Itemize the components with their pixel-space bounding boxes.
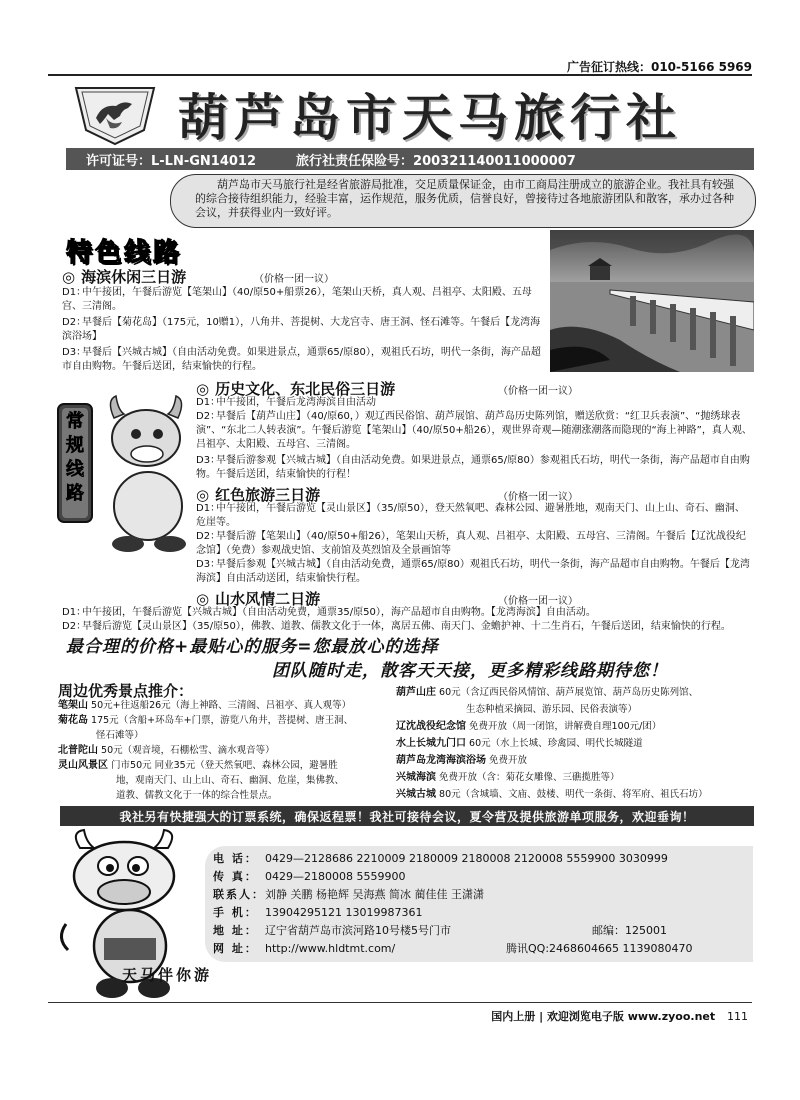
intro-box xyxy=(170,174,756,228)
contact-phone: 电 话： 0429—2128686 2210009 2180009 2180008 2120008 5559900 3030999 xyxy=(213,852,668,865)
route-name: 历史文化、东北民俗三日游 xyxy=(215,380,396,398)
route-day: D3：早餐后游参观【兴城古城】（自由活动免费。如果进景点，通票65/原80）参观祖氏石坊，明代一条街，海产品超市自由购物。午餐后送团，结束愉快的行程！ xyxy=(196,455,750,480)
sight-item: 辽沈战役纪念馆 免费开放（周一闭馆，讲解费自理100元/团） xyxy=(396,721,662,732)
route-day: D3：早餐后参观【兴城古城】（自由活动免费，通票65/原80）观祖氏石坊，明代一条街，海产品超市自由购物。午餐后【龙湾海滨】自由活动送团，结束愉快行程。 xyxy=(196,559,750,584)
top-rule xyxy=(48,74,752,76)
route-name: 红色旅游三日游 xyxy=(215,486,321,504)
circle-bullet-icon: ◎ xyxy=(196,590,210,608)
sight-item: 水上长城九门口 60元（水上长城、珍禽园、明代长城隧道 xyxy=(396,738,643,749)
route-day: D2：早餐后【葫芦山庄】（40/原60，）观辽西民俗馆、葫芦展馆、葫芦岛历史陈列馆，赠送欣赏：“红卫兵表演”、“抛绣球表演”、“东北二人转表演”。午餐后游览【笔架山】（40/原50+船26），观世界奇观—随潮涨潮落而隐现的“海上神路”，真人观、吕祖亭、太阳殿、五母宫、三清阁。 xyxy=(196,411,752,450)
page-footer xyxy=(491,1008,748,1024)
agency-title: 葫芦岛市天马旅行社 xyxy=(178,89,682,147)
sights-title: 周边优秀景点推介： xyxy=(58,682,194,700)
route-day: D1：中午接团，午餐后龙湾海滨自由活动 xyxy=(196,397,376,408)
sight-item: 笔架山 50元+往返船26元（海上神路、三清阁、吕祖亭、真人观等） xyxy=(58,700,352,711)
hotline: 广告征订热线：010-5166 5969 xyxy=(566,60,752,74)
route-day: D1：中午接团，午餐后游览【灵山景区】（35/原50），登天然氧吧、森林公园、避暑胜地，观南天门、山上山、奇石、幽洞、危崖等。 xyxy=(196,503,745,528)
sight-item: 葫芦山庄 60元（含辽西民俗风情馆、葫芦展览馆、葫芦岛历史陈列馆、 xyxy=(396,687,699,698)
circle-bullet-icon: ◎ xyxy=(62,268,76,286)
route-day: D1：中午接团，午餐后游览【兴城古城】（自由活动免费，通票35/原50），海产品超市自由购物。【龙湾海滨】自由活动。 xyxy=(62,607,596,618)
route-day: D2：早餐后游览【灵山景区】（35/原50），佛教、道教、儒教文化于一体，离居五佛、南天门、金蟾护神、十二生肖石，午餐后送团，结束愉快的行程。 xyxy=(62,621,731,632)
section-label: 特色线路 xyxy=(66,238,183,268)
insurance-number: 旅行社责任保险号：200321140011000007 xyxy=(296,153,576,169)
sight-item: 菊花岛 175元（含船+环岛车+门票，游览八角井，菩提树、唐王洞、 xyxy=(58,715,354,726)
contact-address: 地 址： 辽宁省葫芦岛市滨河路10号楼5号门市 xyxy=(213,924,451,937)
horse-logo-icon xyxy=(66,84,164,146)
sight-item: 生态种植采摘园、游乐园、民俗表演等） xyxy=(466,704,638,715)
contact-qq: 腾讯QQ:2468604665 1139080470 xyxy=(506,942,693,955)
license-bar xyxy=(66,148,754,170)
sights-left-list xyxy=(58,698,394,803)
sight-item: 灵山风景区 门市50元 同业35元（登天然氧吧、森林公园，避暑胜 xyxy=(58,760,338,771)
tagline: 天马伴你游 xyxy=(122,966,213,984)
sight-item: 北普陀山 50元（观音境，石棚松雪、滴水观音等） xyxy=(58,745,275,756)
license-number: 许可证号：L-LN-GN14012 xyxy=(86,153,257,169)
footer-divider: | xyxy=(539,1010,547,1023)
route-title xyxy=(62,266,186,287)
route-day: D3：早餐后【兴城古城】（自由活动免费。如果进景点，通票65/原80），观祖氏石坊，明代一条街，海产品超市自由购物。午餐后送团，结束愉快的行程。 xyxy=(62,347,541,372)
services-banner: 我社另有快捷强大的订票系统，确保返程票！我社可接待会议，夏令营及提供旅游单项服务，欢迎垂询！ xyxy=(60,806,754,826)
route-name: 海滨休闲三日游 xyxy=(81,268,187,286)
footer-site[interactable]: 欢迎浏览电子版 www.zyoo.net xyxy=(546,1010,716,1023)
circle-bullet-icon: ◎ xyxy=(196,380,210,398)
route-price: （价格一团一议） xyxy=(498,596,578,607)
sight-item: 地，观南天门、山上山、奇石、幽洞、危崖，集佛教、 xyxy=(116,775,345,786)
footer-section: 国内上册 xyxy=(491,1010,536,1023)
sights-right-list xyxy=(396,684,754,803)
slogan-service: 团队随时走，散客天天接，更多精彩线路期待您！ xyxy=(272,661,668,681)
sight-item: 葫芦岛龙湾海滨浴场 免费开放 xyxy=(396,755,528,766)
mascot-banner-text: 常规线路 xyxy=(66,411,84,504)
sea-bridge-photo xyxy=(550,230,754,372)
slogan-price: 最合理的价格+最贴心的服务=您最放心的选择 xyxy=(66,637,439,657)
route-price: （价格一团一议） xyxy=(254,274,334,285)
contact-mobile: 手 机： 13904295121 13019987361 xyxy=(213,906,423,919)
sight-item: 怪石滩等） xyxy=(96,730,144,741)
route-day: D2：早餐后【菊花岛】（175元，10赠1），八角井、菩提树、大龙宫寺、唐王洞、怪石滩等。午餐后【龙湾海滨浴场】 xyxy=(62,317,541,342)
contact-website[interactable]: 网 址： http://www.hldtmt.com/ xyxy=(213,942,396,955)
sight-item: 兴城古城 80元（含城墙、文庙、鼓楼、明代一条街、将军府、祖氏石坊） xyxy=(396,789,708,800)
route-name: 山水风情二日游 xyxy=(215,590,321,608)
route-price: （价格一团一议） xyxy=(498,386,578,397)
route-price: （价格一团一议） xyxy=(498,492,578,503)
route-day: D2：早餐后游【笔架山】（40/原50+船26），笔架山天桥，真人观、吕祖亭、太阳殿、五母宫、三清阁。午餐后【辽沈战役纪念馆】（免费）参观战史馆、支前馆及英烈馆及全景画馆等 xyxy=(196,531,746,556)
circle-bullet-icon: ◎ xyxy=(196,486,210,504)
contact-people: 联系人：刘静 关鹏 杨艳辉 吴海燕 简冰 蔺佳佳 王潇潇 xyxy=(213,888,484,901)
bottom-rule xyxy=(48,1002,752,1003)
sight-item: 道教、儒教文化于一体的综合性景点。 xyxy=(116,790,278,801)
route-day: D1：中午接团，午餐后游览【笔架山】（40/原50+船票26），笔架山天桥，真人观、吕祖亭、太阳殿、五母宫、三清阁。 xyxy=(62,287,532,312)
contact-postcode: 邮编：125001 xyxy=(592,924,667,937)
intro-text: 葫芦岛市天马旅行社是经省旅游局批准，交足质量保证金，由市工商局注册成立的旅游企业。我社具有较强的综合接待组织能力，经验丰富，运作规范，服务优质，信誉良好，曾接待过各地旅游团队和散客，承办过各种会议，并获得业内一致好评。 xyxy=(195,178,734,219)
sight-item: 兴城海滨 免费开放（含：菊花女雕像、三礁揽胜等） xyxy=(396,772,620,783)
contact-fax: 传 真： 0429—2180008 5559900 xyxy=(213,870,406,883)
page-number: 111 xyxy=(727,1010,748,1023)
